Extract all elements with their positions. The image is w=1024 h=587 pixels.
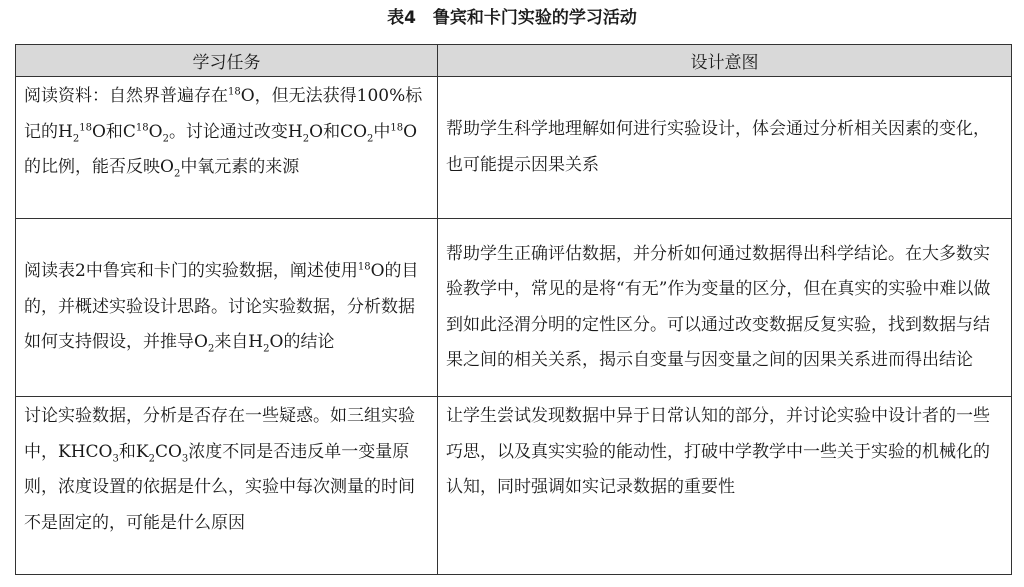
table-title: 表4 鲁宾和卡门实验的学习活动 <box>387 8 637 28</box>
task-cell: 阅读资料：自然界普遍存在$^{18}$O，但无法获得100%标记的$H_2^{18}O$和$C^{18}O_2$。讨论通过改变$H_2O$和$CO_2$中$^{18}$O的比例，能否反映$O_2$中氧元素的来源 <box>16 77 438 219</box>
task-cell: 讨论实验数据，分析是否存在一些疑惑。如三组实验中，$KHCO_3$和$K_2CO_3$浓度不同是否违反单一变量原则，浓度设置的依据是什么，实验中每次测量的时间不是固定的，可能是什么原因 <box>16 397 438 575</box>
intent-cell: 帮助学生科学地理解如何进行实验设计，体会通过分析相关因素的变化，也可能提示因果关系 <box>438 77 1012 219</box>
task-cell: 阅读表2中鲁宾和卡门的实验数据，阐述使用$^{18}$O的目的，并概述实验设计思路。讨论实验数据，分析数据如何支持假设，并推导$O_2$来自$H_2O$的结论 <box>16 219 438 397</box>
table-row <box>16 77 1012 219</box>
table-row <box>16 219 1012 397</box>
intent-cell: 帮助学生正确评估数据，并分析如何通过数据得出科学结论。在大多数实验教学中，常见的是将“有无”作为变量的区分，但在真实的实验中难以做到如此泾渭分明的定性区分。可以通过改变数据反复实验，找到数据与结果之间的相关关系，揭示自变量与因变量之间的因果关系进而得出结论 <box>438 219 1012 397</box>
intent-cell: 让学生尝试发现数据中异于日常认知的部分，并讨论实验中设计者的一些巧思，以及真实实验的能动性，打破中学教学中一些关于实验的机械化的认知，同时强调如实记录数据的重要性 <box>438 397 1012 575</box>
table-row <box>16 397 1012 575</box>
learning-activities-table <box>15 44 1012 575</box>
header-intent: 设计意图 <box>438 45 1012 77</box>
header-task: 学习任务 <box>16 45 438 77</box>
table-header-row <box>16 45 1012 77</box>
